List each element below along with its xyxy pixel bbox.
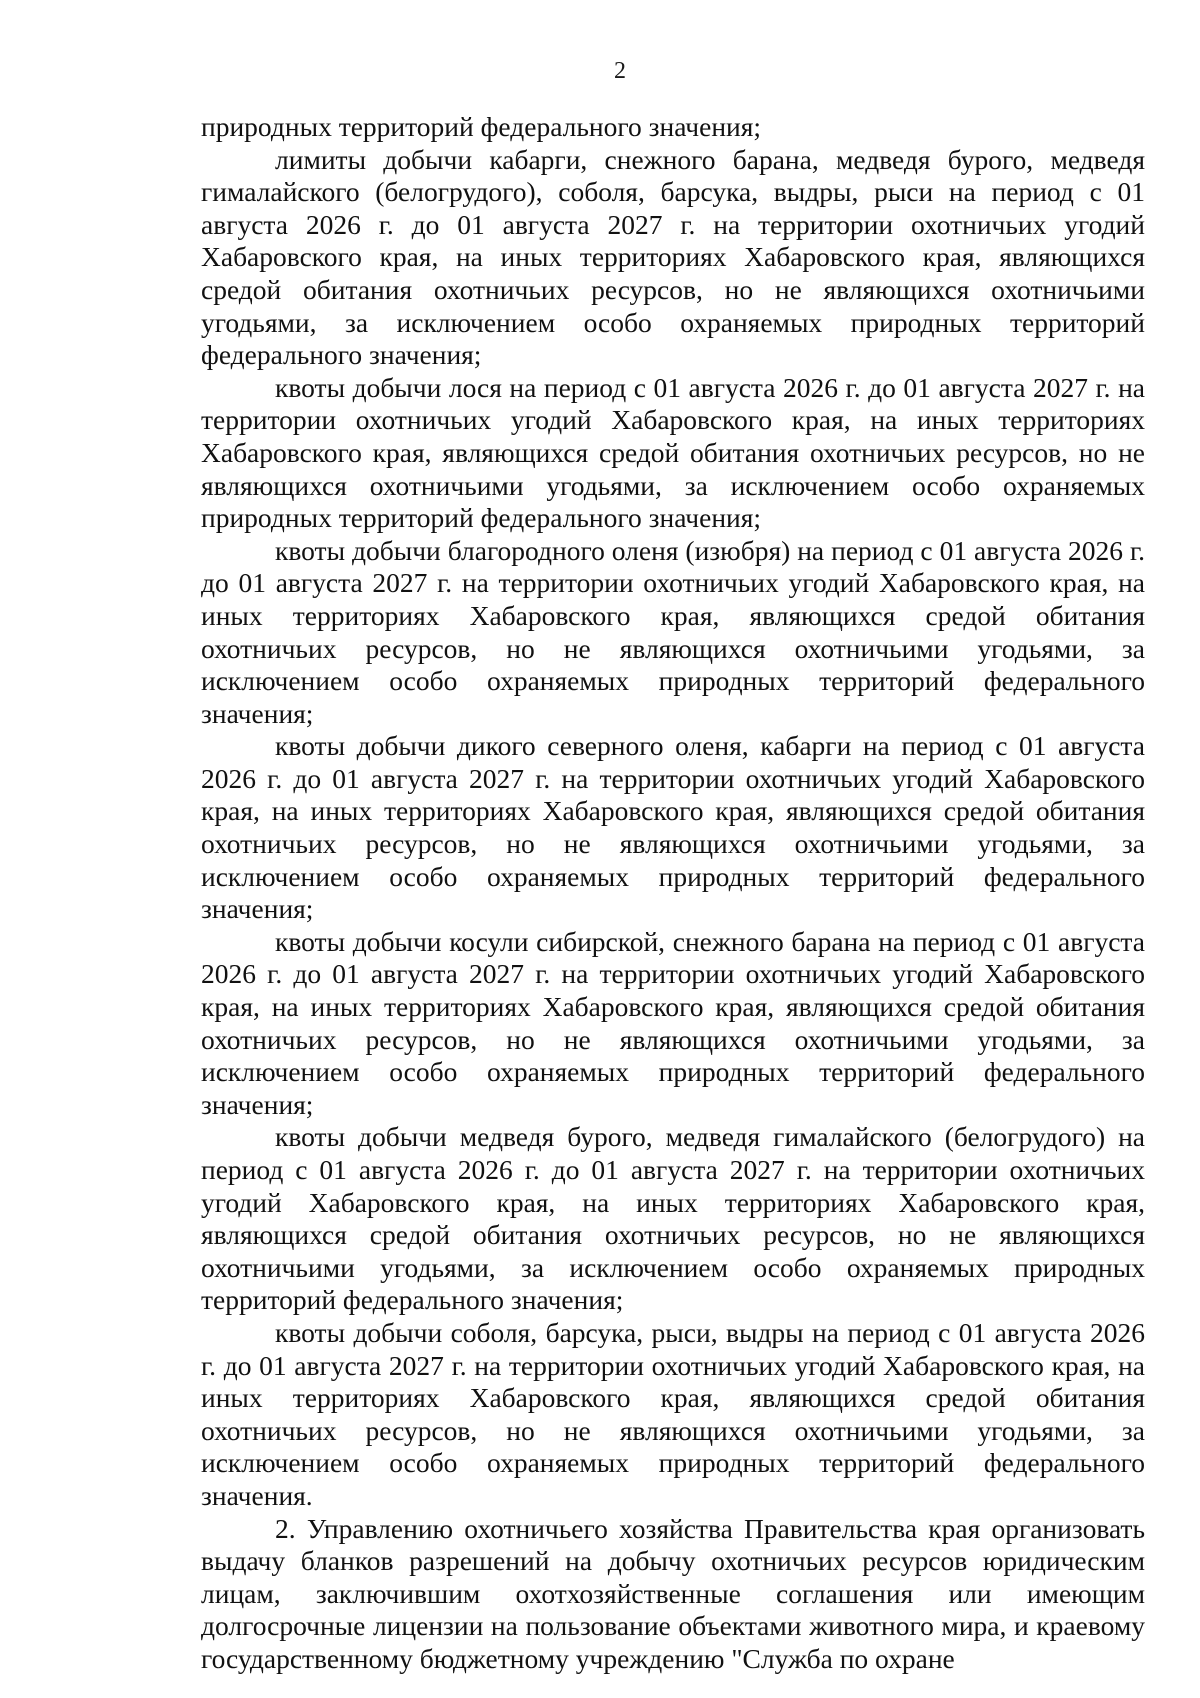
paragraph-quota-red-deer: квоты добычи благородного оленя (изюбря) на период с 01 августа 2026 г. до 01 августа 2027 г. на территории охотничьих угодий Хабаровского края, на иных территориях Хабаровского края, являющихся средой обитания охотничьих ресурсов, но не являющихся охотничьими угодьями, за исключением особо охраняемых природных территорий федерального значения; (201, 534, 1145, 729)
paragraph-item-2: 2. Управлению охотничьего хозяйства Правительства края организовать выдачу бланков разрешений на добычу охотничьих ресурсов юридическим лицам, заключившим охотхозяйственные соглашения или имеющим долгосрочные лицензии на пользование объектами животного мира, и краевому государственному бюджетному учреждению "Служба по охране (201, 1512, 1145, 1674)
paragraph-continuation: природных территорий федерального значения; (201, 111, 762, 142)
paragraph-quota-roe-deer: квоты добычи косули сибирской, снежного барана на период с 01 августа 2026 г. до 01 августа 2027 г. на территории охотничьих угодий Хабаровского края, на иных территориях Хабаровского края, являющихся средой обитания охотничьих ресурсов, но не являющихся охотничьими угодьями, за исключением особо охраняемых природных территорий федерального значения; (201, 925, 1145, 1120)
paragraph-quota-moose: квоты добычи лося на период с 01 августа 2026 г. до 01 августа 2027 г. на территории охотничьих угодий Хабаровского края, на иных территориях Хабаровского края, являющихся средой обитания охотничьих ресурсов, но не являющихся охотничьими угодьями, за исключением особо охраняемых природных территорий федерального значения; (201, 371, 1145, 534)
document-body (201, 111, 1145, 1676)
paragraph-quota-reindeer: квоты добычи дикого северного оленя, кабарги на период с 01 августа 2026 г. до 01 августа 2027 г. на территории охотничьих угодий Хабаровского края, на иных территориях Хабаровского края, являющихся средой обитания охотничьих ресурсов, но не являющихся охотничьими угодьями, за исключением особо охраняемых природных территорий федерального значения; (201, 730, 1145, 925)
paragraph-quota-sable: квоты добычи соболя, барсука, рыси, выдры на период с 01 августа 2026 г. до 01 августа 2027 г. на территории охотничьих угодий Хабаровского края, на иных территориях Хабаровского края, являющихся средой обитания охотничьих ресурсов, но не являющихся охотничьими угодьями, за исключением особо охраняемых природных территорий федерального значения. (201, 1316, 1145, 1511)
page-number: 2 (614, 58, 626, 84)
paragraph-quota-bear: квоты добычи медведя бурого, медведя гималайского (белогрудого) на период с 01 августа 2026 г. до 01 августа 2027 г. на территории охотничьих угодий Хабаровского края, на иных территориях Хабаровского края, являющихся средой обитания охотничьих ресурсов, но не являющихся охотничьими угодьями, за исключением особо охраняемых природных территорий федерального значения; (201, 1121, 1145, 1316)
paragraph-limits-kabarga: лимиты добычи кабарги, снежного барана, медведя бурого, медведя гималайского (белогрудого), соболя, барсука, выдры, рыси на период с 01 августа 2026 г. до 01 августа 2027 г. на территории охотничьих угодий Хабаровского края, на иных территориях Хабаровского края, являющихся средой обитания охотничьих ресурсов, но не являющихся охотничьими угодьями, за исключением особо охраняемых природных территорий федерального значения; (201, 143, 1145, 371)
